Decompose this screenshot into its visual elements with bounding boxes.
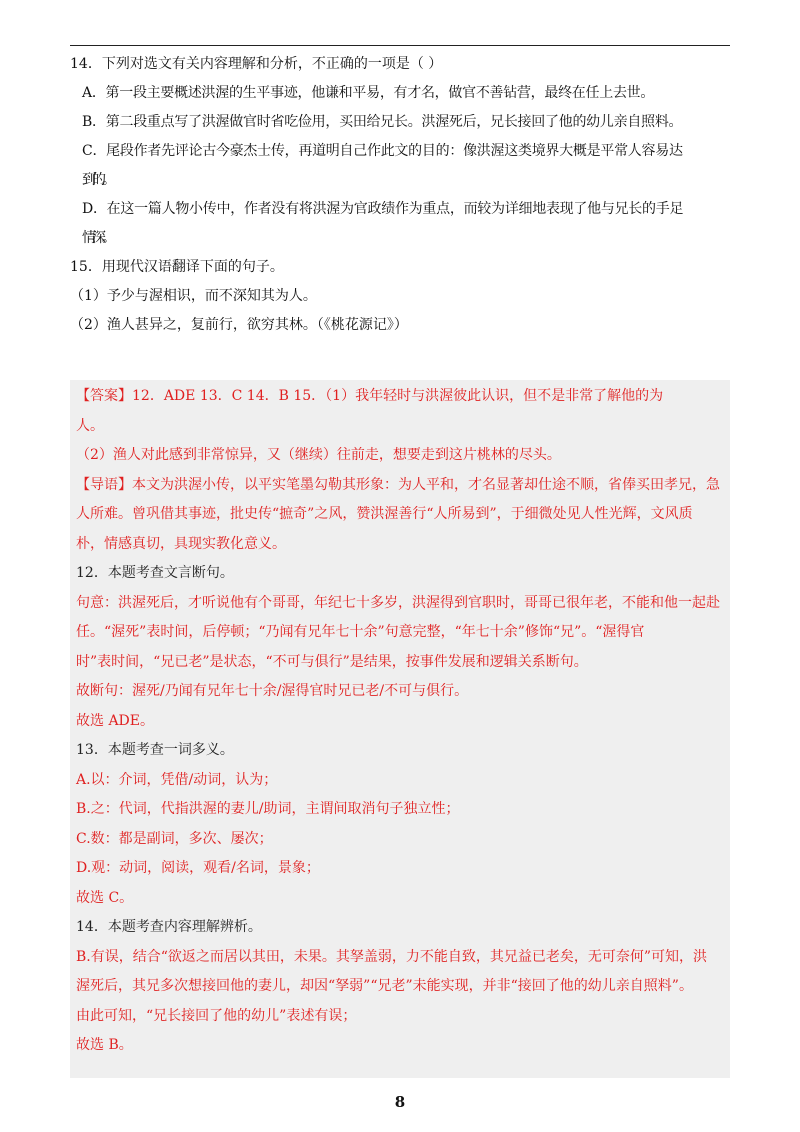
q14-stem: 14．下列对选文有关内容理解和分析，不正确的一项是（ ）: [70, 56, 443, 72]
q14-option-b: [70, 108, 730, 137]
q13-item: B.之：代词，代指洪渥的妻儿/助词，主谓间取消句子独立性；: [76, 801, 460, 817]
q13-item: C.数：都是副词，多次、屡次；: [76, 830, 273, 847]
q14-option-c: [70, 137, 730, 195]
q12-choice: 故选 ADE。: [76, 712, 155, 729]
q12-meaning-line: 任。“渥死”表时间，后停顿；“乃闻有兄年七十余”句意完整，“年七十余”修饰“兄”。“渥得官: [76, 624, 645, 640]
q14-choice: 故选 B。: [76, 1037, 133, 1053]
q13-title: 13．本题考查一词多义。: [76, 742, 234, 758]
guide-tag: 【导语】: [76, 476, 132, 493]
answer-text: 12．ADE 13．C 14．B 15．（1）我年轻时与洪渥彼此认识，但不是非常了解他的为: [132, 388, 664, 404]
q15-stem: 15．用现代汉语翻译下面的句子。: [70, 259, 284, 275]
q12-meaning-line: 时”表时间，“兄已老”是状态，“不可与俱行”是结果，按事件发展和逻辑关系断句。: [76, 653, 588, 670]
option-line: 到的。: [82, 172, 112, 188]
guide-line: 朴，情感真切，具现实教化意义。: [76, 535, 286, 552]
q12-break: 故断句：渥死/乃闻有兄年七十余/渥得官时兄已老/不可与俱行。: [76, 683, 469, 699]
answer-box: [70, 380, 730, 1078]
option-line: D．在这一篇人物小传中，作者没有将洪渥为官政绩作为重点，而较为详细地表现了他与兄长的手足: [82, 201, 684, 217]
top-rule: [70, 45, 730, 46]
q13-item: A.以：介词，凭借/动词，认为；: [76, 771, 278, 788]
q14-analysis-line: 由此可知，“兄长接回了他的幼儿”表述有误；: [76, 1007, 357, 1024]
q14-analysis-line: 渥死后，其兄多次想接回他的妻儿，却因“孥弱”“兄老”未能实现，并非“接回了他的幼儿亲自照料”。: [76, 978, 693, 994]
option-line: A．第一段主要概述洪渥的生平事迹，他谦和平易，有才名，做官不善钻营，最终在任上去世。: [82, 85, 655, 101]
q12-title: 12．本题考查文言断句。: [76, 565, 234, 581]
option-line: C．尾段作者先评论古今豪杰士传，再道明自己作此文的目的：像洪渥这类境界大概是平常人容易达: [82, 143, 683, 159]
guide-line: 人所难。曾巩借其事迹，批史传“摭奇”之风，赞洪渥善行“人所易到”，于细微处见人性光辉，文风质: [76, 506, 693, 522]
q13-item: D.观：动词，阅读，观看/名词，景象；: [76, 860, 320, 876]
guide-text: 本文为洪渥小传，以平实笔墨勾勒其形象：为人平和，才名显著却仕途不顺，省俸买田孝兄，急: [132, 476, 720, 493]
q12-meaning-line: 句意：洪渥死后，才听说他有个哥哥，年纪七十多岁，洪渥得到官职时，哥哥已很年老，不能和他一起赴: [76, 594, 720, 611]
option-line: B．第二段重点写了洪渥做官时省吃俭用，买田给兄长。洪渥死后，兄长接回了他的幼儿亲自照料。: [82, 114, 683, 130]
q15-item-2: （2）渔人甚异之，复前行，欲穷其林。（《桃花源记》）: [70, 317, 408, 333]
page-number: 8: [394, 1093, 406, 1111]
q15-item-1: （1）予少与渥相识，而不深知其为人。: [70, 288, 317, 304]
q13-choice: 故选 C。: [76, 889, 134, 906]
q14-title: 14．本题考查内容理解辨析。: [76, 919, 262, 935]
answer-line-15-2: （2）渔人对此感到非常惊异，又（继续）往前走，想要走到这片桃林的尽头。: [76, 447, 561, 463]
q14-option-d: [70, 195, 730, 253]
q14-option-a: [70, 79, 730, 108]
answer-line: [76, 382, 724, 412]
q14-analysis-line: B.有误，结合“欲返之而居以其田，未果。其孥盖弱，力不能自致，其兄益已老矣，无可奈何”可知，洪: [76, 948, 708, 965]
option-line: 情深。: [82, 230, 112, 246]
answer-tag: 【答案】: [76, 388, 132, 404]
question-section: [70, 50, 730, 340]
guide-line: [76, 471, 724, 501]
answer-line-cont: 人。: [76, 417, 104, 434]
